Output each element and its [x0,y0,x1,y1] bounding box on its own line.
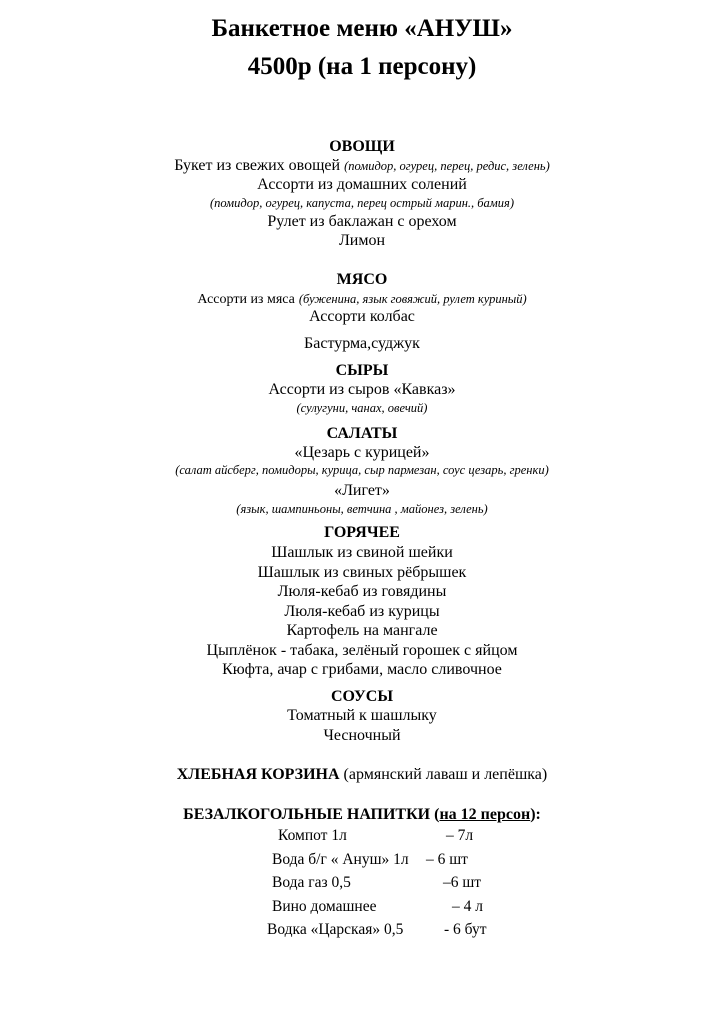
drink-name: Водка «Царская» 0,5 [267,921,404,938]
drinks-heading-label: БЕЗАЛКОГОЛЬНЫЕ НАПИТКИ [183,806,431,823]
section-heading-salads: САЛАТЫ [326,425,398,442]
section-heading-sauces: СОУСЫ [330,688,394,705]
menu-item: Томатный к шашлыку [287,707,437,724]
item-note: (помидор, огурец, капуста, перец острый марин., бамия) [209,196,515,210]
drink-name: Вода газ 0,5 [272,874,351,891]
menu-item: Бастурма,суджук [304,335,420,352]
drink-qty: – 4 л [452,898,483,915]
menu-item: Ассорти колбас [309,308,415,325]
menu-item [0,289,724,309]
item-note: (салат айсберг, помидоры, курица, сыр пармезан, соус цезарь, гренки) [175,463,549,477]
drink-qty: – 6 шт [426,851,468,868]
item-note: (помидор, огурец, перец, редис, зелень) [344,159,550,173]
item-name: Ассорти из мяса [197,292,295,307]
drink-qty: –6 шт [443,874,482,891]
drink-name: Вода б/г « Ануш» 1л [272,851,409,868]
section-heading-meat: МЯСО [336,271,388,288]
menu-item: Шашлык из свиных рёбрышек [257,564,467,581]
menu-price: 4500р (на 1 персону) [247,53,477,80]
drinks-heading-open: ( [434,806,440,823]
bread-basket-label: ХЛЕБНАЯ КОРЗИНА [176,766,340,783]
drinks-heading-close: ): [530,806,541,823]
menu-item: Картофель на мангале [286,622,438,639]
menu-item: Ассорти из домашних солений [257,176,467,193]
menu-item: Чесночный [323,727,401,744]
menu-item: «Цезарь с курицей» [294,444,430,461]
section-heading-cheese: СЫРЫ [335,362,389,379]
item-note: (буженина, язык говяжий, рулет куриный) [298,292,527,306]
drink-qty: - 6 бут [444,921,487,938]
menu-item: Ассорти из сыров «Кавказ» [268,381,456,398]
menu-item: Люля-кебаб из курицы [284,603,440,620]
menu-item: Цыплёнок - табака, зелёный горошек с яйцом [206,642,518,659]
menu-item: Шашлык из свиной шейки [271,544,453,561]
bread-basket-line [0,765,724,784]
drinks-heading-persons: на 12 персон [439,806,531,823]
menu-title: Банкетное меню «АНУШ» [211,15,513,42]
menu-item: Рулет из баклажан с орехом [267,213,457,230]
menu-item: Лимон [338,232,386,249]
menu-item: Кюфта, ачар с грибами, масло сливочное [222,661,502,678]
section-heading-vegetables: ОВОЩИ [329,138,395,155]
menu-item: «Лигет» [334,482,390,499]
item-note: (язык, шампиньоны, ветчина , майонез, зелень) [236,502,488,516]
menu-item: Люля-кебаб из говядины [277,583,447,600]
drinks-heading [0,805,724,824]
drink-qty: – 7л [446,827,474,844]
drink-name: Компот 1л [278,827,347,844]
section-heading-hot: ГОРЯЧЕЕ [324,524,400,541]
drink-name: Вино домашнее [272,898,377,915]
item-note: (сулугуни, чанах, овечий) [296,401,428,415]
menu-item [0,156,724,176]
bread-basket-detail: (армянский лаваш и лепёшка) [343,766,548,783]
item-name: Букет из свежих овощей [174,157,341,174]
